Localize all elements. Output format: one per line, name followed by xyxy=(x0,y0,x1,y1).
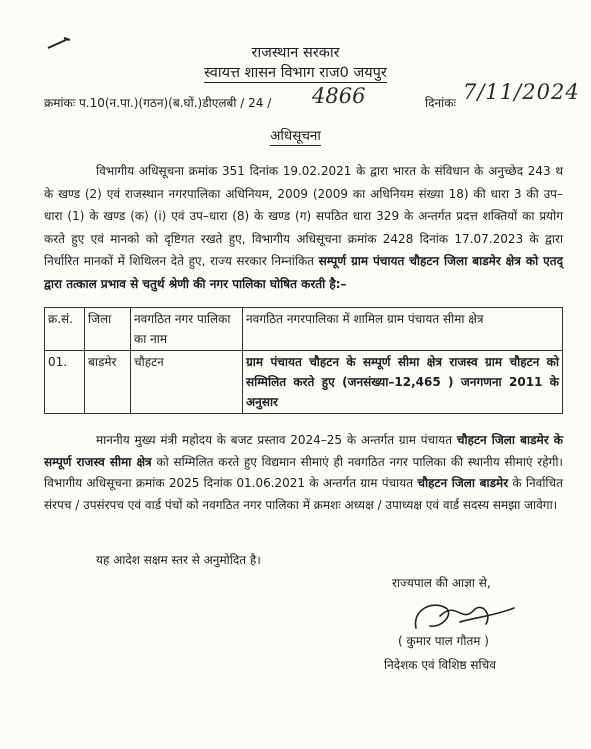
department-name: स्वायत्त शासन विभाग राज0 जयपुर xyxy=(204,65,387,81)
government-name: राजस्थान सरकार xyxy=(251,45,340,61)
signatory-name: ( कुमार पाल गौतम ) xyxy=(398,634,489,648)
table-row xyxy=(45,351,563,414)
date-label: दिनांकः xyxy=(425,96,456,110)
paragraph-2: माननीय मुख्य मंत्री महोदय के बजट प्रस्ताव 2024–25 के अन्तर्गत ग्राम पंचायत चौहटन जिला बाडमेर के सम्पूर्ण राजस्व सीमा क्षेत्र को सम्मिलित करते हुए विद्यमान सीमाएं ही नवगठित नगर पालिका की स्थानीय सीमाएं रहेगी। विभागीय अधिसूचना क्रमांक 2025 दिनांक 01.06.2021 के अन्तर्गत ग्राम पंचायत चौहटन जिला बाडमेर के निर्वाचित संरपच / उपसंरपच एवं वार्ड पंचों को नवगठित नगर पालिका में क्रमशः अध्यक्ष / उपाध्यक्ष एवं वार्ड सदस्य समझा जावेगा। xyxy=(44,433,563,512)
by-order-text: राज्यपाल की आज्ञा से, xyxy=(392,576,491,590)
cell-district: बाडमेर xyxy=(85,351,131,414)
table-header: नवगठित नगरपालिका में शामिल ग्राम पंचायत सीमा क्षेत्र xyxy=(243,308,563,351)
cell-name: चौहटन xyxy=(131,351,243,414)
table-header-row xyxy=(45,308,563,351)
reference-label: क्रमांकः प.10(न.पा.)(गठन)(ब.घों.)डीएलबी / 24 / xyxy=(44,96,272,110)
cell-area: ग्राम पंचायत चौहटन के सम्पूर्ण सीमा क्षेत्र राजस्व ग्राम चौहटन को सम्मिलित करते हुए (जनसंख्या–12,465 ) जनगणना 2011 के अनुसार xyxy=(243,351,563,414)
paragraph-1: विभागीय अधिसूचना क्रमांक 351 दिनांक 19.02.2021 के द्वारा भारत के संविधान के अनुच्छेद 243 थ के खण्ड (2) एवं राजस्थान नगरपालिका अधिनियम, 2009 (2009 का अधिनियम संख्या 18) की धारा 3 की उप–धारा (1) के खण्ड (क) (i) एवं उप–धारा (8) के खण्ड (ग) सपठित धारा 329 के अन्तर्गत प्रदत्त शक्तियों का प्रयोग करते हुए एवं मानको को दृष्टिगत रखते हुए, विभागीय अधिसूचना क्रमांक 2428 दिनांक 17.07.2023 के द्वारा निर्धारित मानकों में शिथिलन देते हुए, राज्य सरकार निम्नांकित सम्पूर्ण ग्राम पंचायत चौहटन जिला बाडमेर क्षेत्र को एतद् द्वारा तत्काल प्रभाव से चतुर्थ श्रेणी की नगर पालिका घोषित करती है:– xyxy=(44,164,563,291)
signatory-designation: निदेशक एवं विशिष्ठ सचिव xyxy=(384,658,496,672)
table-header: जिला xyxy=(85,308,131,351)
table-header: क्र.सं. xyxy=(45,308,85,351)
paragraph-3: यह आदेश सक्षम स्तर से अनुमोदित है। xyxy=(96,553,261,567)
document-title: अधिसूचना xyxy=(270,128,321,144)
date-value: 7/11/2024 xyxy=(463,80,580,104)
table-header: नवगठित नगर पालिका का नाम xyxy=(131,308,243,351)
cell-sno: 01. xyxy=(45,351,85,414)
municipality-table xyxy=(44,307,563,414)
reference-number: 4866 xyxy=(312,84,366,108)
